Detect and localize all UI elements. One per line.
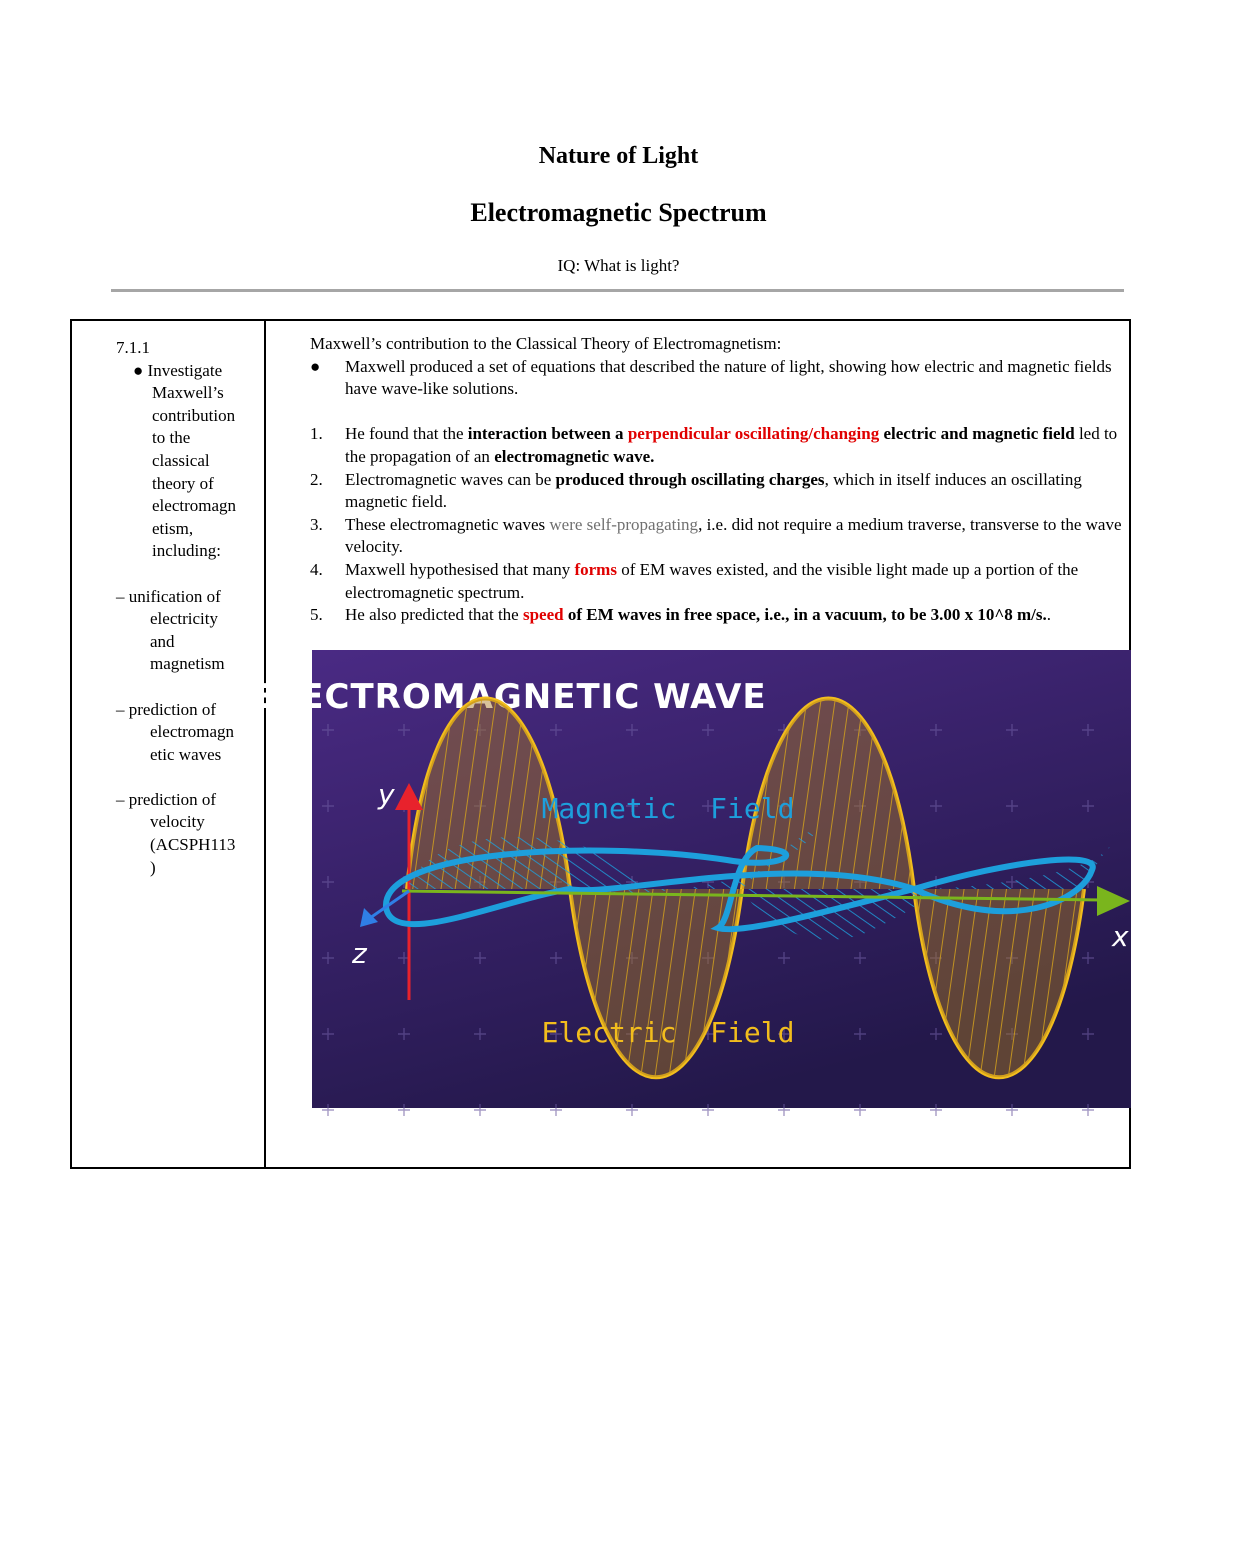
syllabus-line: and	[150, 631, 175, 651]
syllabus-code: 7.1.1	[116, 338, 150, 357]
electric-field-label: Electric Field	[541, 1016, 795, 1049]
em-wave-figure	[253, 650, 1131, 1108]
syllabus-line: classical	[152, 450, 210, 470]
notes-intro: Maxwell’s contribution to the Classical Theory of Electromagnetism:	[310, 334, 782, 353]
numbered-item-2	[310, 469, 1122, 514]
item-text: , i.e. did not require a medium traverse, transverse to the wave velocity.	[345, 514, 1122, 557]
syllabus-column	[116, 337, 256, 879]
numbered-item-1	[310, 423, 1122, 468]
item-number: 3.	[310, 514, 323, 534]
numbered-item-3	[310, 514, 1122, 559]
dash-icon: –	[116, 699, 125, 719]
syllabus-line: electromagn	[150, 722, 235, 742]
magnetic-field-label: Magnetic Field	[541, 792, 795, 825]
numbered-item-4	[310, 559, 1122, 604]
notes-text: Maxwell produced a set of equations that described the nature of light, showing how electric and magnetic fields have wave-like solutions.	[345, 356, 1112, 399]
bullet-icon: ●	[310, 356, 321, 376]
syllabus-line: theory of	[152, 473, 214, 493]
item-text: , which in itself induces an oscillating magnetic field.	[345, 469, 1082, 512]
y-axis-label: y	[378, 778, 395, 811]
notes-column	[310, 333, 1122, 627]
syllabus-line: electromagn	[152, 496, 237, 516]
item-text: He found that the	[345, 424, 468, 444]
syllabus-line: including:	[152, 541, 221, 561]
bullet-icon: ●	[133, 360, 144, 380]
syllabus-line: electricity	[150, 609, 218, 629]
item-bold-text: of EM waves in free space, i.e., in a vacuum, to be 3.00 x 10^8 m/s.	[563, 605, 1047, 625]
item-text: He also predicted that the	[345, 605, 523, 625]
syllabus-subpoint	[116, 699, 256, 767]
item-text: Maxwell hypothesised that many	[345, 559, 575, 579]
item-number: 2.	[310, 469, 323, 489]
dash-icon: –	[116, 789, 125, 809]
item-bold-text: interaction between a	[467, 424, 628, 444]
z-axis-label: z	[352, 937, 367, 970]
item-bold-text: electric and magnetic field	[879, 424, 1075, 444]
horizontal-rule	[111, 289, 1124, 292]
content-table	[70, 319, 1131, 1169]
syllabus-line: prediction of	[128, 789, 217, 809]
x-axis-label: x	[1112, 920, 1129, 953]
item-bold-text: produced through oscillating charges	[555, 469, 825, 489]
item-number: 5.	[310, 605, 323, 625]
item-text: of EM waves existed, and the visible light made up a portion of the electromagnetic spectrum.	[345, 559, 1079, 602]
column-divider	[264, 321, 266, 1167]
syllabus-line: (ACSPH113	[150, 835, 236, 855]
dash-icon: –	[116, 586, 125, 606]
inquiry-question: IQ: What is light?	[557, 256, 680, 275]
syllabus-line: Investigate	[147, 360, 223, 380]
notes-bullet-item	[310, 356, 1122, 401]
page-subtitle: Electromagnetic Spectrum	[470, 198, 767, 227]
syllabus-line: to the	[152, 428, 191, 448]
item-grey-text: were self-propagating	[549, 514, 699, 534]
figure-title: ELECTROMAGNETIC WAVE	[253, 677, 767, 717]
syllabus-line: etic waves	[150, 744, 222, 764]
item-highlight-text: forms	[574, 559, 617, 579]
item-text: Electromagnetic waves can be	[345, 469, 556, 489]
syllabus-line: velocity	[150, 812, 205, 832]
syllabus-line: unification of	[128, 586, 221, 606]
syllabus-line: )	[150, 857, 156, 877]
item-text: .	[1046, 605, 1052, 625]
numbered-item-5	[310, 604, 1122, 627]
item-number: 1.	[310, 424, 323, 444]
item-text: led to the propagation of an	[345, 424, 1118, 466]
syllabus-line: prediction of	[128, 699, 217, 719]
page-title: Nature of Light	[538, 143, 699, 169]
syllabus-subpoint	[116, 789, 256, 879]
syllabus-point	[116, 360, 256, 563]
syllabus-line: magnetism	[150, 654, 225, 674]
syllabus-line: contribution	[152, 405, 236, 425]
item-highlight-text: speed	[522, 605, 564, 625]
item-highlight-text: perpendicular oscillating/changing	[627, 424, 880, 444]
item-bold-text: electromagnetic wave.	[494, 446, 655, 466]
syllabus-line: etism,	[152, 518, 194, 538]
syllabus-subpoint	[116, 586, 256, 676]
syllabus-line: Maxwell’s	[152, 383, 224, 403]
item-number: 4.	[310, 559, 323, 579]
item-text: These electromagnetic waves	[345, 514, 550, 534]
